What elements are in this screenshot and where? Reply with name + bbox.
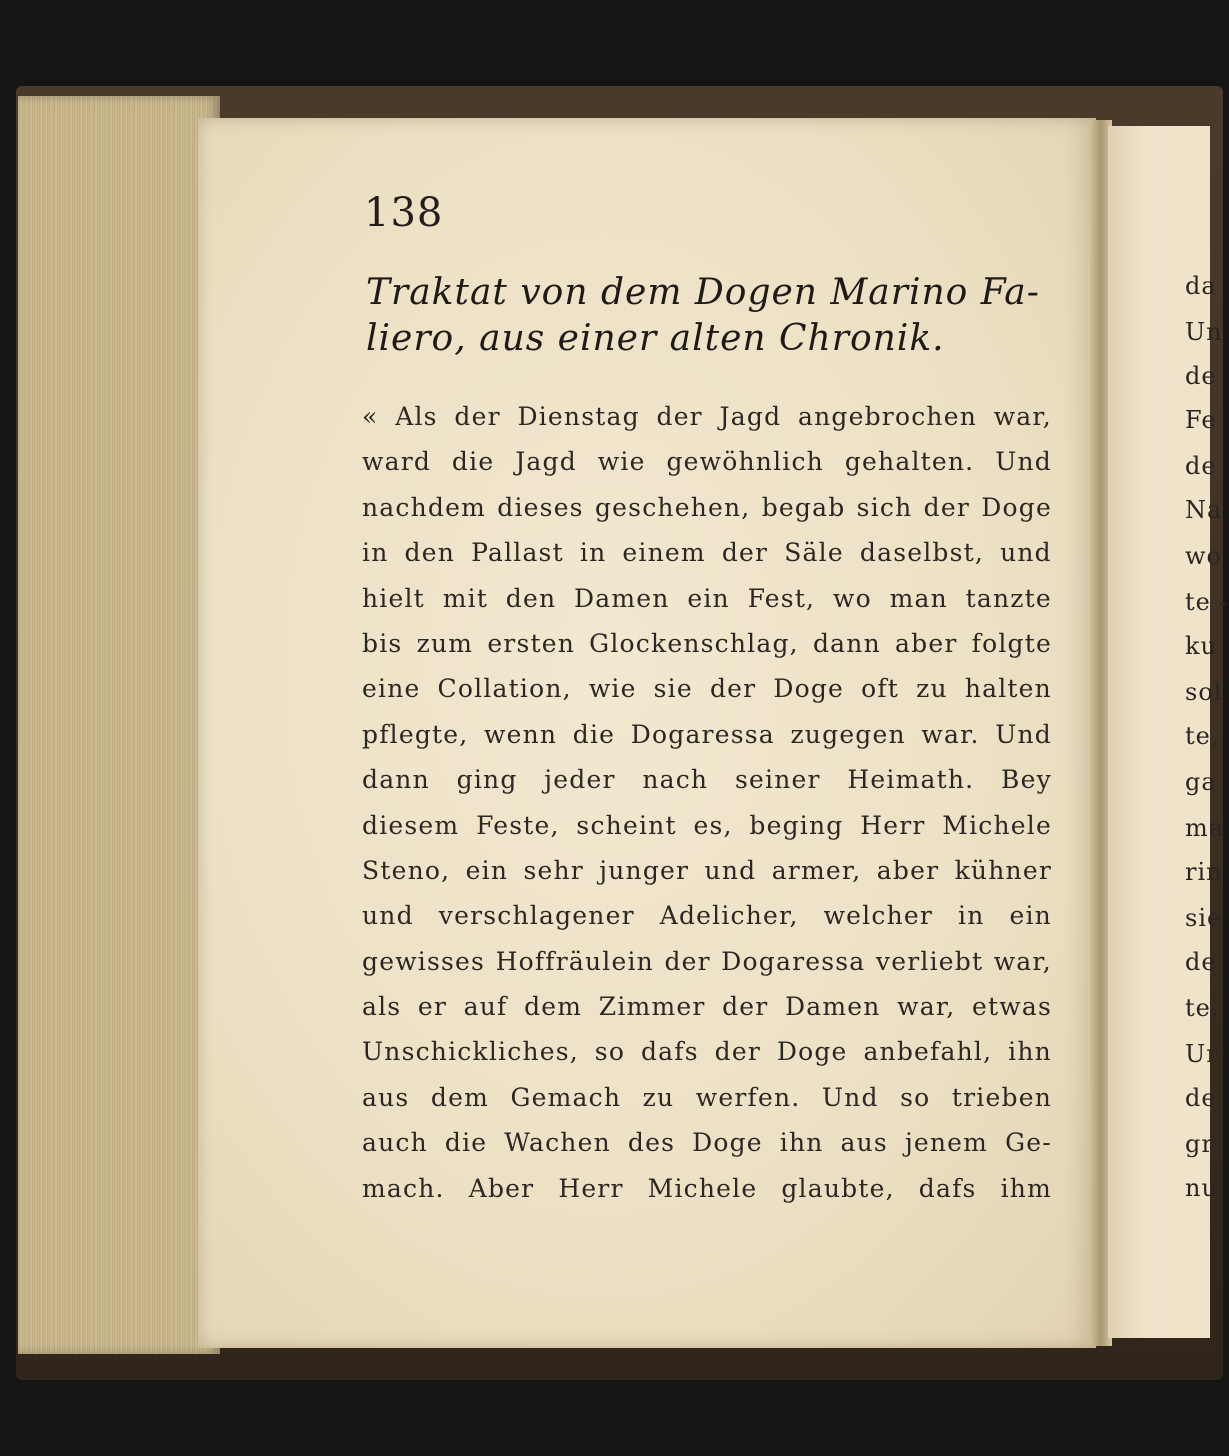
text-line: gewisses Hoffräulein der Dogaressa verliebt war, <box>362 946 1052 976</box>
facing-page-fragment: te - <box>1185 588 1229 616</box>
chapter-title <box>366 270 1066 362</box>
facing-page-fragment: nu <box>1185 1174 1218 1202</box>
text-line: nachdem dieses geschehen, begab sich der Doge <box>362 492 1052 522</box>
text-line: Unschickliches, so dafs der Doge anbefahl, ihn <box>362 1037 1052 1067</box>
facing-page-fragment: sie <box>1185 904 1223 932</box>
facing-page-fragment: rin <box>1185 858 1223 886</box>
facing-page-fragment: de <box>1185 452 1217 480</box>
facing-page-fragment: wo <box>1185 542 1222 570</box>
facing-page-fragment: gr <box>1185 1130 1214 1158</box>
text-line: als er auf dem Zimmer der Damen war, etwas <box>362 992 1052 1022</box>
chapter-title-line: Traktat von dem Dogen Marino Fa- <box>366 272 1040 313</box>
text-line: pflegte, wenn die Dogaressa zugegen war. Und <box>362 719 1052 749</box>
text-line: eine Collation, wie sie der Doge oft zu halten <box>362 674 1052 704</box>
text-line: in den Pallast in einem der Säle daselbst, und <box>362 538 1052 568</box>
text-line: bis zum ersten Glockenschlag, dann aber folgte <box>362 628 1052 658</box>
facing-page-fragment: te, <box>1185 722 1220 750</box>
facing-page-fragment: ku <box>1185 632 1217 660</box>
text-line: dann ging jeder nach seiner Heimath. Bey <box>362 765 1052 795</box>
facing-page-fragment: Un <box>1185 318 1223 346</box>
text-line: « Als der Dienstag der Jagd angebrochen war, <box>362 402 1052 431</box>
facing-page-fragment: Fe <box>1185 406 1217 434</box>
page-edges <box>18 96 220 1354</box>
text-line: auch die Wachen des Doge ihn aus jenem Ge- <box>362 1128 1052 1158</box>
text-line: hielt mit den Damen ein Fest, wo man tanzte <box>362 583 1052 613</box>
facing-page-fragment: da <box>1185 272 1217 300</box>
page-number: 138 <box>364 190 444 236</box>
text-line: diesem Feste, scheint es, beging Herr Michele <box>362 810 1052 840</box>
text-line: und verschlagener Adelicher, welcher in ein <box>362 901 1052 931</box>
text-line: aus dem Gemach zu werfen. Und so trieben <box>362 1082 1052 1112</box>
facing-page-fragment: ga <box>1185 768 1217 796</box>
facing-page-fragment: de <box>1185 948 1217 976</box>
chapter-title-line: liero, aus einer alten Chronik. <box>366 318 945 359</box>
facing-page-fragment: Ur <box>1185 1040 1219 1068</box>
body-text <box>362 394 1052 1211</box>
text-line: mach. Aber Herr Michele glaubte, dafs ihm <box>362 1173 1052 1203</box>
facing-page-fragment: ma <box>1185 814 1225 842</box>
facing-page-fragment: Na <box>1185 496 1223 524</box>
facing-page-fragment: te. <box>1185 994 1220 1022</box>
facing-page-fragment: sol <box>1185 678 1223 706</box>
text-line: Steno, ein sehr junger und armer, aber kühner <box>362 855 1052 885</box>
facing-page-fragment: de <box>1185 1084 1217 1112</box>
text-line: ward die Jagd wie gewöhnlich gehalten. Und <box>362 447 1052 477</box>
facing-page-fragment: de <box>1185 362 1217 390</box>
